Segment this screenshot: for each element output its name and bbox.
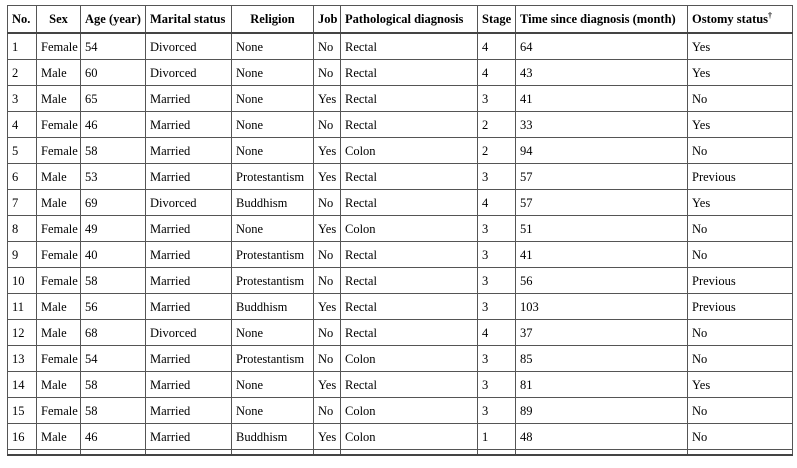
cell-religion: None (232, 398, 314, 424)
header-job: Job (314, 6, 341, 34)
cell-time-since-diagnosis: 41 (516, 242, 688, 268)
cell-time-since-diagnosis: 85 (516, 346, 688, 372)
cell-sex: Male (37, 190, 81, 216)
cell-no: 16 (8, 424, 37, 450)
cell-pathological-diagnosis: Colon (341, 346, 478, 372)
cell-pathological-diagnosis: Rectal (341, 33, 478, 60)
cell-religion: Protestantism (232, 164, 314, 190)
cell-religion: None (232, 372, 314, 398)
cell-no: 9 (8, 242, 37, 268)
cell-religion: None (232, 216, 314, 242)
cell-time-since-diagnosis: 57 (516, 190, 688, 216)
patient-characteristics-table (7, 5, 793, 456)
cell-religion: None (232, 60, 314, 86)
cell-empty (81, 450, 146, 456)
cell-sex: Female (37, 346, 81, 372)
cell-ostomy-status: Yes (688, 372, 793, 398)
cell-empty (341, 450, 478, 456)
cell-religion: None (232, 138, 314, 164)
header-stage: Stage (478, 6, 516, 34)
table-row (8, 112, 793, 138)
cell-pathological-diagnosis: Colon (341, 424, 478, 450)
cell-time-since-diagnosis: 43 (516, 60, 688, 86)
cell-time-since-diagnosis: 94 (516, 138, 688, 164)
cell-pathological-diagnosis: Rectal (341, 190, 478, 216)
cell-sex: Male (37, 86, 81, 112)
cell-no: 2 (8, 60, 37, 86)
dagger-footnote-mark: † (768, 10, 773, 20)
cell-ostomy-status: Previous (688, 164, 793, 190)
cell-age: 40 (81, 242, 146, 268)
cell-time-since-diagnosis: 81 (516, 372, 688, 398)
cell-pathological-diagnosis: Colon (341, 138, 478, 164)
cell-no: 7 (8, 190, 37, 216)
cell-no: 6 (8, 164, 37, 190)
cell-no: 13 (8, 346, 37, 372)
cell-marital-status: Divorced (146, 33, 232, 60)
cell-empty (146, 450, 232, 456)
header-religion: Religion (232, 6, 314, 34)
cell-time-since-diagnosis: 37 (516, 320, 688, 346)
cell-marital-status: Married (146, 372, 232, 398)
cell-empty (516, 450, 688, 456)
table-row (8, 242, 793, 268)
cell-sex: Male (37, 60, 81, 86)
cell-religion: Buddhism (232, 294, 314, 320)
table-row (8, 164, 793, 190)
cell-religion: Protestantism (232, 268, 314, 294)
cell-stage: 3 (478, 398, 516, 424)
cell-sex: Male (37, 320, 81, 346)
cell-stage: 3 (478, 294, 516, 320)
cell-sex: Male (37, 424, 81, 450)
cell-stage: 3 (478, 268, 516, 294)
cell-no: 12 (8, 320, 37, 346)
cell-time-since-diagnosis: 33 (516, 112, 688, 138)
cell-stage: 3 (478, 346, 516, 372)
cell-job: Yes (314, 164, 341, 190)
cell-pathological-diagnosis: Colon (341, 216, 478, 242)
cell-pathological-diagnosis: Rectal (341, 320, 478, 346)
cell-age: 46 (81, 424, 146, 450)
cell-sex: Female (37, 138, 81, 164)
cell-age: 54 (81, 33, 146, 60)
cell-marital-status: Married (146, 294, 232, 320)
cell-pathological-diagnosis: Rectal (341, 112, 478, 138)
cell-age: 58 (81, 138, 146, 164)
cell-marital-status: Married (146, 138, 232, 164)
cell-ostomy-status: No (688, 398, 793, 424)
cell-ostomy-status: Yes (688, 60, 793, 86)
cell-ostomy-status: Previous (688, 294, 793, 320)
table-row (8, 320, 793, 346)
table-body (8, 33, 793, 455)
cell-marital-status: Divorced (146, 190, 232, 216)
cell-job: No (314, 346, 341, 372)
cell-ostomy-status: Yes (688, 112, 793, 138)
cell-age: 53 (81, 164, 146, 190)
cell-empty (688, 450, 793, 456)
table-row (8, 216, 793, 242)
cell-ostomy-status: No (688, 346, 793, 372)
cell-time-since-diagnosis: 56 (516, 268, 688, 294)
header-pathological-diagnosis: Pathological diagnosis (341, 6, 478, 34)
cell-marital-status: Married (146, 424, 232, 450)
cell-stage: 4 (478, 60, 516, 86)
cell-sex: Female (37, 216, 81, 242)
cell-ostomy-status: Yes (688, 190, 793, 216)
cell-religion: Buddhism (232, 190, 314, 216)
cell-stage: 3 (478, 164, 516, 190)
header-ostomy-status (688, 6, 793, 34)
cell-religion: Buddhism (232, 424, 314, 450)
cell-no: 4 (8, 112, 37, 138)
table-row (8, 268, 793, 294)
cell-no: 10 (8, 268, 37, 294)
cell-stage: 4 (478, 320, 516, 346)
cell-marital-status: Married (146, 346, 232, 372)
cell-time-since-diagnosis: 103 (516, 294, 688, 320)
cell-religion: None (232, 320, 314, 346)
cell-stage: 3 (478, 86, 516, 112)
cell-age: 68 (81, 320, 146, 346)
table-row (8, 424, 793, 450)
table-header-row (8, 6, 793, 34)
cell-job: Yes (314, 216, 341, 242)
cell-age: 60 (81, 60, 146, 86)
cell-marital-status: Married (146, 112, 232, 138)
cell-sex: Female (37, 242, 81, 268)
cell-sex: Male (37, 372, 81, 398)
cell-pathological-diagnosis: Rectal (341, 60, 478, 86)
cell-marital-status: Married (146, 268, 232, 294)
cell-pathological-diagnosis: Rectal (341, 86, 478, 112)
cell-job: No (314, 190, 341, 216)
header-sex: Sex (37, 6, 81, 34)
cell-empty (8, 450, 37, 456)
cell-religion: None (232, 112, 314, 138)
cell-age: 46 (81, 112, 146, 138)
cell-empty (37, 450, 81, 456)
cell-time-since-diagnosis: 89 (516, 398, 688, 424)
cell-job: No (314, 320, 341, 346)
cell-no: 1 (8, 33, 37, 60)
cell-marital-status: Married (146, 86, 232, 112)
cell-age: 65 (81, 86, 146, 112)
cell-marital-status: Married (146, 398, 232, 424)
cell-stage: 3 (478, 242, 516, 268)
cell-job: Yes (314, 138, 341, 164)
cell-ostomy-status: No (688, 320, 793, 346)
cell-pathological-diagnosis: Rectal (341, 294, 478, 320)
cell-no: 3 (8, 86, 37, 112)
cell-empty (232, 450, 314, 456)
cell-religion: None (232, 33, 314, 60)
cell-stage: 2 (478, 112, 516, 138)
cell-marital-status: Divorced (146, 320, 232, 346)
header-ostomy-label: Ostomy status (692, 12, 769, 26)
cell-time-since-diagnosis: 41 (516, 86, 688, 112)
cell-sex: Female (37, 33, 81, 60)
cell-pathological-diagnosis: Rectal (341, 372, 478, 398)
cell-empty (478, 450, 516, 456)
cell-pathological-diagnosis: Colon (341, 398, 478, 424)
cell-stage: 3 (478, 216, 516, 242)
cell-religion: Protestantism (232, 346, 314, 372)
table-row (8, 138, 793, 164)
cell-age: 54 (81, 346, 146, 372)
cell-no: 8 (8, 216, 37, 242)
cell-age: 58 (81, 398, 146, 424)
table-row (8, 372, 793, 398)
cell-religion: None (232, 86, 314, 112)
cell-stage: 1 (478, 424, 516, 450)
cell-age: 58 (81, 372, 146, 398)
cell-job: Yes (314, 424, 341, 450)
cell-stage: 3 (478, 372, 516, 398)
cell-age: 56 (81, 294, 146, 320)
table-row (8, 33, 793, 60)
cell-no: 14 (8, 372, 37, 398)
cell-marital-status: Divorced (146, 60, 232, 86)
cell-job: Yes (314, 86, 341, 112)
cell-ostomy-status: No (688, 424, 793, 450)
header-time-since-diagnosis: Time since diagnosis (month) (516, 6, 688, 34)
cell-marital-status: Married (146, 216, 232, 242)
cell-marital-status: Married (146, 164, 232, 190)
cell-job: No (314, 33, 341, 60)
cell-time-since-diagnosis: 48 (516, 424, 688, 450)
table-row (8, 398, 793, 424)
cell-empty (314, 450, 341, 456)
cell-job: No (314, 268, 341, 294)
cell-sex: Male (37, 164, 81, 190)
cell-time-since-diagnosis: 64 (516, 33, 688, 60)
table-row (8, 60, 793, 86)
cell-sex: Female (37, 112, 81, 138)
cell-time-since-diagnosis: 51 (516, 216, 688, 242)
cell-no: 5 (8, 138, 37, 164)
cell-job: No (314, 398, 341, 424)
header-no: No. (8, 6, 37, 34)
cell-job: No (314, 112, 341, 138)
cell-sex: Female (37, 398, 81, 424)
cell-job: Yes (314, 294, 341, 320)
table-row-truncated (8, 450, 793, 456)
cell-ostomy-status: No (688, 86, 793, 112)
cell-stage: 4 (478, 190, 516, 216)
table-row (8, 86, 793, 112)
cell-no: 11 (8, 294, 37, 320)
cell-age: 58 (81, 268, 146, 294)
cell-job: Yes (314, 372, 341, 398)
cell-pathological-diagnosis: Rectal (341, 164, 478, 190)
cell-marital-status: Married (146, 242, 232, 268)
header-marital-status: Marital status (146, 6, 232, 34)
cell-religion: Protestantism (232, 242, 314, 268)
table-row (8, 190, 793, 216)
cell-age: 49 (81, 216, 146, 242)
cell-time-since-diagnosis: 57 (516, 164, 688, 190)
header-age: Age (year) (81, 6, 146, 34)
cell-no: 15 (8, 398, 37, 424)
cell-ostomy-status: No (688, 138, 793, 164)
cell-ostomy-status: No (688, 216, 793, 242)
cell-pathological-diagnosis: Rectal (341, 268, 478, 294)
cell-ostomy-status: Previous (688, 268, 793, 294)
cell-stage: 4 (478, 33, 516, 60)
cell-sex: Female (37, 268, 81, 294)
cell-age: 69 (81, 190, 146, 216)
table-row (8, 346, 793, 372)
table-row (8, 294, 793, 320)
cell-pathological-diagnosis: Rectal (341, 242, 478, 268)
cell-stage: 2 (478, 138, 516, 164)
cell-sex: Male (37, 294, 81, 320)
cell-job: No (314, 60, 341, 86)
cell-job: No (314, 242, 341, 268)
cell-ostomy-status: No (688, 242, 793, 268)
cell-ostomy-status: Yes (688, 33, 793, 60)
